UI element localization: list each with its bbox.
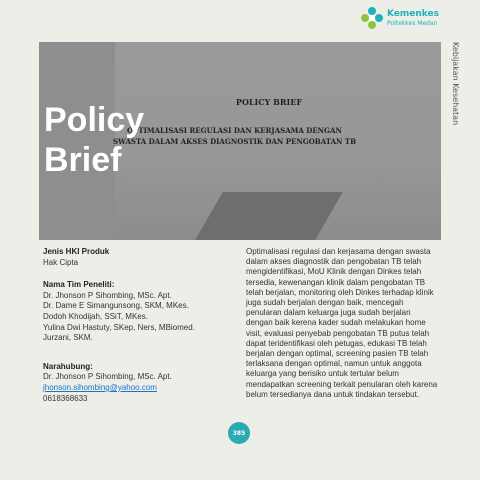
page-title: [44, 100, 244, 180]
kemenkes-logo-icon: [360, 6, 384, 30]
hki-value: Hak Cipta: [43, 257, 79, 267]
brand-sub: Poltekkes Medan: [387, 20, 438, 27]
document-line-2: SWASTA DALAM AKSES DIAGNOSTIK DAN PENGOBATAN TB: [113, 137, 356, 146]
summary-paragraph: Optimalisasi regulasi dan kerjasama dengan swasta dalam akses diagnostik dan pengobatan TB telah mengidentifikasi, MoU Klinik dengan Dinkes telah tersedia, kewenangan klinik dalam pengobatan TB telah berjalan, monitoring oleh Dinkes terhadap klinik juga sudah berjalan dengan baik, mencegah penularan dalam keluarga juga sudah berjalan dengan baik kerena kader sudah melakukan home visit, evaluasi penyebab pengobatan TB putus telah dapat teridentifikasi oleh petugas, edukasi TB telah berjalan dengan optimal, screening pasien TB telah terlaksana dengan optimal, namun untuk anggota keluarga yang berisiko untuk tertular belum mendapatkan screening terkait penularan oleh karena belum tersedianya dana untuk tindakan tersebut.: [246, 247, 438, 399]
title-line-1: Policy: [44, 101, 145, 139]
team-member: Dr. Dame E Simangunsong, SKM, MKes.: [43, 301, 189, 311]
contact-name: Dr. Jhonson P Sihombing, MSc. Apt.: [43, 372, 172, 382]
document-heading: POLICY BRIEF: [235, 97, 303, 107]
contact-email-link[interactable]: jhonson.sihombing@yahoo.com: [43, 382, 157, 392]
side-label: Kebijakan Kesehatan: [451, 42, 460, 126]
contact-phone: 0618368633: [43, 393, 88, 403]
team-label: Nama Tim Peneliti:: [43, 280, 115, 290]
team-member: Dodoh Khodijah, SSiT, MKes.: [43, 311, 148, 321]
page-number: 385: [228, 422, 250, 444]
hki-label: Jenis HKI Produk: [43, 247, 110, 256]
team-member: Dr. Jhonson P Sihombing, MSc. Apt.: [43, 290, 172, 300]
team-member: Jurzani, SKM.: [43, 333, 93, 343]
contact-label: Narahubung:: [43, 361, 93, 371]
brand-name: Kemenkes: [387, 9, 440, 19]
team-member: Yulina Dwi Hastuty, SKep, Ners, MBiomed.: [43, 322, 195, 332]
document-line-1: OPTIMALISASI REGULASI DAN KERJASAMA DENGAN: [127, 126, 342, 135]
kemenkes-logo: [360, 6, 470, 34]
title-line-2: Brief: [44, 141, 122, 179]
product-info: [43, 247, 233, 404]
